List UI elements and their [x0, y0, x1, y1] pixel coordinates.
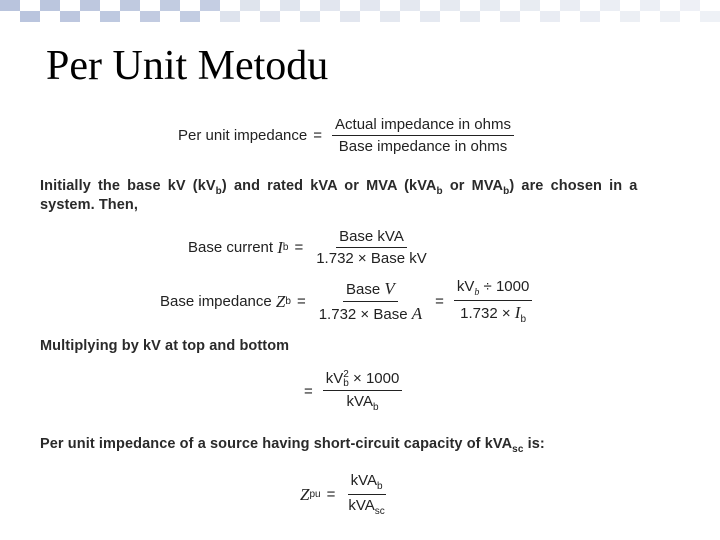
banner-square: [640, 11, 660, 22]
banner-square: [440, 0, 460, 11]
denominator-text: kVA: [346, 393, 373, 411]
denominator: Base impedance in ohms: [338, 138, 508, 155]
base-current-equation: [188, 228, 434, 267]
equals-sign: =: [294, 239, 304, 256]
banner-square: [440, 11, 460, 22]
subscript: sc: [374, 506, 385, 517]
banner-square: [80, 0, 100, 11]
banner-square: [320, 0, 340, 11]
banner-square: [600, 0, 620, 11]
numerator-text: ÷ 1000: [479, 278, 530, 295]
banner-square: [120, 0, 140, 11]
banner-square: [160, 0, 180, 11]
subscript: pu: [309, 489, 321, 500]
banner-square: [280, 11, 300, 22]
paragraph-short-circuit: [40, 436, 545, 455]
equals-sign: =: [435, 293, 444, 310]
banner-square: [460, 11, 480, 22]
banner-square: [500, 11, 520, 22]
paragraph-text: system. Then,: [40, 196, 138, 213]
banner-square: [540, 11, 560, 22]
variable: V: [384, 279, 395, 298]
subscript: b: [376, 481, 383, 492]
banner-square: [400, 0, 420, 11]
subscript: b: [282, 242, 289, 253]
base-impedance-equation: [160, 278, 536, 325]
denominator-text: 1.732 × Base: [318, 306, 412, 323]
banner-square: [60, 0, 80, 11]
banner-square: [420, 11, 440, 22]
paragraph-initial-base: [40, 178, 637, 213]
denominator: [344, 391, 382, 413]
fraction: [345, 472, 387, 517]
banner-square: [660, 0, 680, 11]
banner-square: [260, 11, 280, 22]
banner-square: [280, 0, 300, 11]
banner-square: [360, 11, 380, 22]
subscript: b: [436, 185, 443, 197]
banner-square: [100, 0, 120, 11]
fraction: [454, 278, 532, 325]
subscript: b: [215, 185, 222, 197]
zpu-equation: [300, 472, 392, 517]
banner-square: [560, 11, 580, 22]
fraction: [332, 116, 514, 155]
banner-square: [580, 11, 600, 22]
banner-square: [20, 11, 40, 22]
slide-title: Per Unit Metodu: [46, 43, 329, 89]
banner-square: [480, 11, 500, 22]
banner-square: [400, 11, 420, 22]
fraction: [316, 279, 425, 324]
decorative-banner: [0, 0, 720, 22]
banner-square: [520, 11, 540, 22]
variable: Z: [275, 291, 286, 311]
numerator-text: kVA: [350, 472, 377, 489]
denominator: 1.732 × Base kV: [316, 250, 427, 267]
subscript: b: [343, 378, 349, 390]
numerator: [348, 472, 386, 495]
equation-lhs: Base current: [188, 239, 274, 256]
banner-square: [260, 0, 280, 11]
per-unit-impedance-equation: [178, 116, 518, 155]
banner-square: [340, 0, 360, 11]
equation-lhs: Base impedance: [160, 293, 272, 310]
paragraph-text: Initially the base kV (kV: [40, 178, 216, 194]
banner-square: [540, 0, 560, 11]
banner-square: [220, 0, 240, 11]
numerator: [454, 278, 532, 301]
banner-square: [700, 0, 720, 11]
banner-square: [20, 0, 40, 11]
banner-square: [180, 0, 200, 11]
variable: A: [411, 304, 423, 323]
banner-square: [640, 0, 660, 11]
banner-square: [240, 11, 260, 22]
equals-sign: =: [326, 486, 336, 503]
equals-sign: =: [313, 127, 323, 144]
banner-square: [0, 11, 20, 22]
denominator-text: 1.732 ×: [460, 305, 515, 322]
numerator-text: × 1000: [348, 370, 400, 387]
fraction: [313, 228, 430, 267]
banner-square: [520, 0, 540, 11]
denominator-text: kVA: [348, 497, 375, 514]
banner-square: [200, 11, 220, 22]
subscript: b: [372, 402, 379, 414]
subscript: sc: [512, 443, 524, 455]
variable: Z: [300, 484, 310, 504]
banner-square: [120, 11, 140, 22]
banner-square: [680, 0, 700, 11]
banner-square: [80, 11, 100, 22]
kv-squared-equation: [298, 370, 406, 413]
denominator: [316, 302, 425, 324]
paragraph-text: or MVA: [442, 178, 504, 194]
banner-square: [500, 0, 520, 11]
banner-square: [0, 0, 20, 11]
equals-sign: =: [304, 383, 313, 401]
banner-square: [360, 0, 380, 11]
paragraph-text: is:: [523, 436, 545, 452]
banner-square: [380, 11, 400, 22]
numerator: Actual impedance in ohms: [332, 116, 514, 136]
denominator: [457, 301, 529, 325]
banner-square: [180, 11, 200, 22]
banner-square: [140, 0, 160, 11]
banner-square: [40, 11, 60, 22]
banner-square: [60, 11, 80, 22]
banner-square: [40, 0, 60, 11]
banner-square: [300, 0, 320, 11]
variable: I: [514, 303, 521, 322]
numerator: [343, 279, 398, 302]
fraction: [323, 370, 403, 413]
banner-square: [560, 0, 580, 11]
paragraph-multiplying: Multiplying by kV at top and bottom: [40, 338, 290, 354]
numerator-text: kV: [456, 278, 475, 295]
subscript: b: [503, 185, 510, 197]
banner-square: [660, 11, 680, 22]
banner-square: [320, 11, 340, 22]
subscript: b: [474, 287, 480, 298]
numerator: Base kVA: [336, 228, 407, 248]
banner-square: [580, 0, 600, 11]
banner-square: [380, 0, 400, 11]
banner-square: [480, 0, 500, 11]
banner-square: [240, 0, 260, 11]
banner-square: [140, 11, 160, 22]
banner-square: [420, 0, 440, 11]
equation-lhs: Per unit impedance: [178, 127, 308, 144]
banner-square: [200, 0, 220, 11]
paragraph-text: Per unit impedance of a source having short-circuit capacity of kVA: [40, 436, 513, 452]
paragraph-text: ) are chosen in a: [509, 178, 638, 194]
banner-square: [100, 11, 120, 22]
banner-square: [620, 0, 640, 11]
numerator: [323, 370, 403, 391]
numerator-text: kV: [325, 370, 344, 387]
banner-square: [220, 11, 240, 22]
banner-square: [340, 11, 360, 22]
subscript: b: [285, 296, 291, 307]
superscript: 2: [343, 369, 349, 381]
variable: I: [277, 237, 283, 257]
banner-square: [700, 11, 720, 22]
paragraph-text: ) and rated kVA or MVA (kVA: [221, 178, 437, 194]
banner-square: [300, 11, 320, 22]
numerator-text: Base: [346, 281, 385, 298]
banner-square: [160, 11, 180, 22]
banner-square: [460, 0, 480, 11]
banner-square: [620, 11, 640, 22]
banner-square: [600, 11, 620, 22]
denominator: [345, 495, 387, 517]
equals-sign: =: [296, 293, 306, 310]
banner-square: [680, 11, 700, 22]
subscript: b: [520, 314, 527, 325]
